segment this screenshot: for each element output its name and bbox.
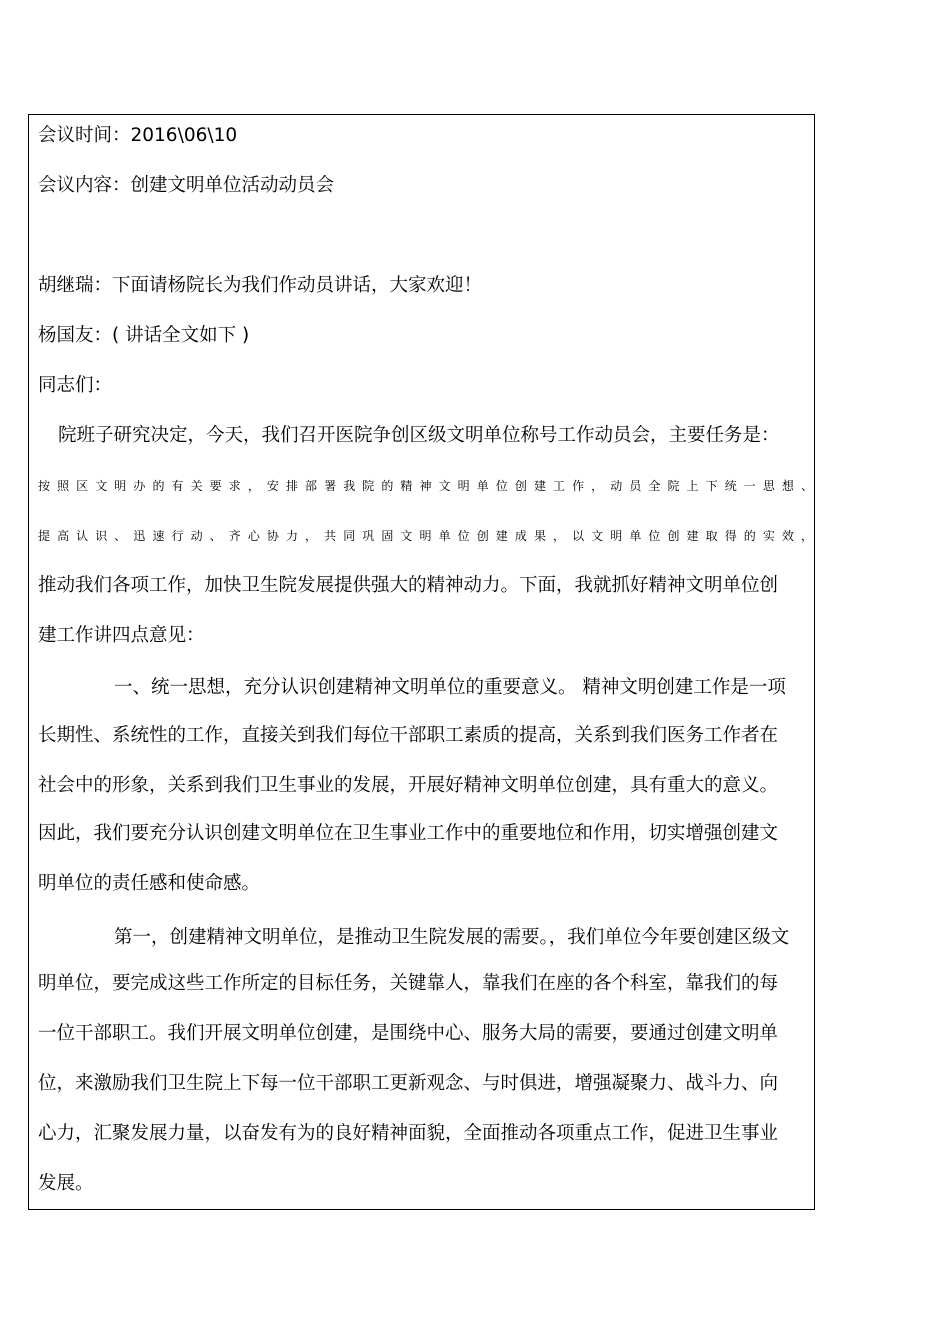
paragraph-line: 一位干部职工。我们开展文明单位创建，是围绕中心、服务大局的需要，要通过创建文明单 xyxy=(38,1023,779,1044)
paragraph-line: 按照区文明办的有关要求，安排部署我院的精神文明单位创建工作，动员全院上下统一思想、 xyxy=(38,479,813,493)
paragraph-line: 建工作讲四点意见： xyxy=(38,625,205,646)
paragraph-line: 长期性、系统性的工作，直接关到我们每位干部职工素质的提高，关系到我们医务工作者在 xyxy=(38,725,779,746)
paragraph-line: 心力，汇聚发展力量，以奋发有为的良好精神面貌，全面推动各项重点工作，促进卫生事业 xyxy=(38,1123,779,1144)
speech-line: 杨国友：( 讲话全文如下 ) xyxy=(38,325,250,346)
meeting-content: 会议内容：创建文明单位活动动员会 xyxy=(38,175,335,196)
paragraph-line: 第一，创建精神文明单位，是推动卫生院发展的需要。，我们单位今年要创建区级文 xyxy=(114,927,790,948)
paragraph-line: 推动我们各项工作，加快卫生院发展提供强大的精神动力。下面，我就抓好精神文明单位创 xyxy=(38,575,779,596)
paragraph-line: 社会中的形象，关系到我们卫生事业的发展，开展好精神文明单位创建，具有重大的意义。 xyxy=(38,775,779,796)
speech-line: 同志们： xyxy=(38,375,113,396)
paragraph-line: 一、统一思想，充分认识创建精神文明单位的重要意义。 精神文明创建工作是一项 xyxy=(114,677,786,698)
meeting-time: 会议时间：2016\06\10 xyxy=(38,125,238,146)
paragraph-line: 位，来激励我们卫生院上下每一位干部职工更新观念、与时俱进，增强凝聚力、战斗力、向 xyxy=(38,1073,779,1094)
paragraph-line: 明单位的责任感和使命感。 xyxy=(38,873,261,894)
speech-line: 胡继瑞：下面请杨院长为我们作动员讲话，大家欢迎！ xyxy=(38,275,483,296)
paragraph-line: 提高认识、迅速行动、齐心协力，共同巩固文明单位创建成果，以文明单位创建取得的实效， xyxy=(38,529,813,543)
paragraph-line: 院班子研究决定，今天，我们召开医院争创区级文明单位称号工作动员会，主要任务是： xyxy=(58,425,780,446)
paragraph-line: 明单位，要完成这些工作所定的目标任务，关键靠人，靠我们在座的各个科室，靠我们的每 xyxy=(38,973,779,994)
paragraph-line: 因此，我们要充分认识创建文明单位在卫生事业工作中的重要地位和作用，切实增强创建文 xyxy=(38,823,779,844)
paragraph-line: 发展。 xyxy=(38,1173,94,1194)
